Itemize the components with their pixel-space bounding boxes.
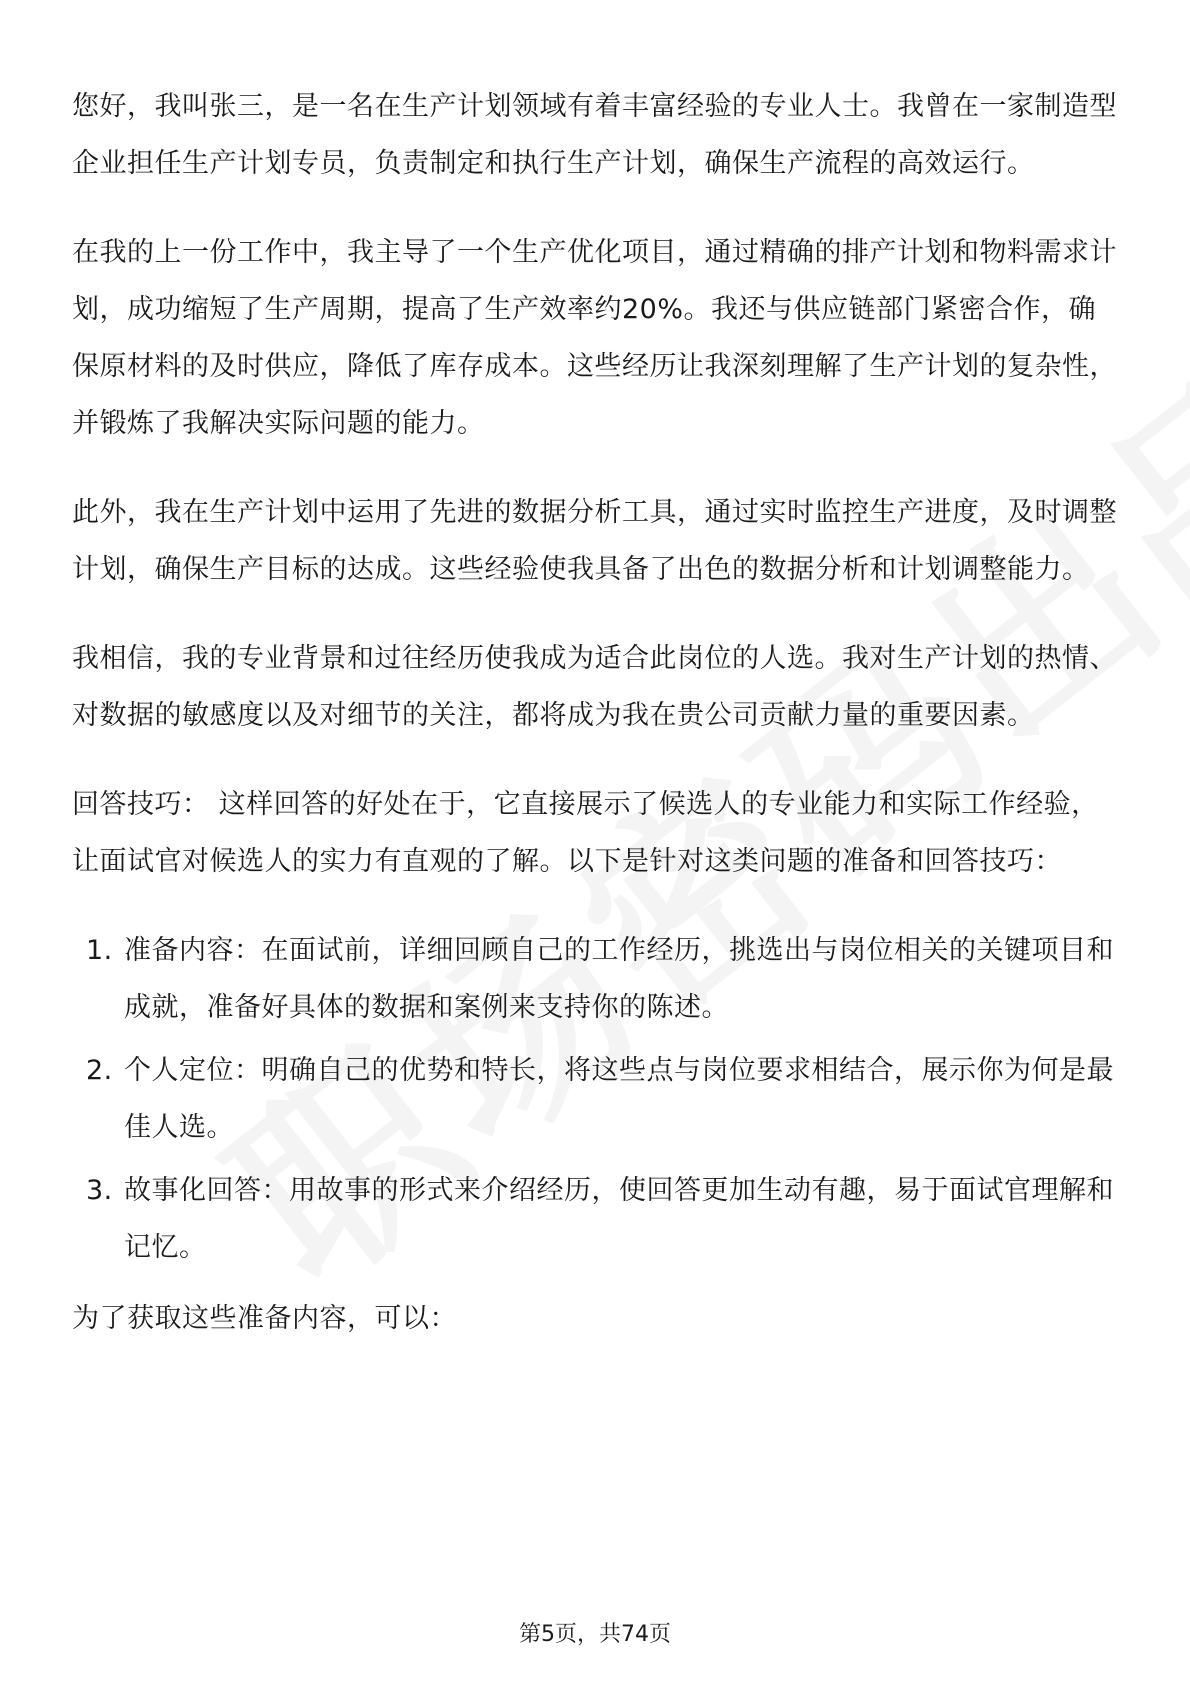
list-item-text: 故事化回答：用故事的形式来介绍经历，使回答更加生动有趣，易于面试官理解和记忆。 bbox=[124, 1175, 1114, 1263]
paragraph-closing: 为了获取这些准备内容，可以： bbox=[72, 1303, 457, 1334]
list-item-number: 2. bbox=[86, 1055, 113, 1086]
list-item-text: 准备内容：在面试前，详细回顾自己的工作经历，挑选出与岗位相关的关键项目和成就，准备好具体的数据和案例来支持你的陈述。 bbox=[124, 935, 1114, 1023]
paragraph-experience: 在我的上一份工作中，我主导了一个生产优化项目，通过精确的排产计划和物料需求计划，成功缩短了生产周期，提高了生产效率约20%。我还与供应链部门紧密合作，确保原材料的及时供应，降低了库存成本。这些经历让我深刻理解了生产计划的复杂性，并锻炼了我解决实际问题的能力。 bbox=[72, 237, 1117, 439]
list-item bbox=[72, 1162, 1118, 1276]
list-item-text: 个人定位：明确自己的优势和特长，将这些点与岗位要求相结合，展示你为何是最佳人选。 bbox=[124, 1055, 1114, 1143]
paragraph-conclusion: 我相信，我的专业背景和过往经历使我成为适合此岗位的人选。我对生产计划的热情、对数据的敏感度以及对细节的关注，都将成为我在贵公司贡献力量的重要因素。 bbox=[72, 643, 1117, 731]
list-item bbox=[72, 1042, 1118, 1156]
paragraph-data-analysis: 此外，我在生产计划中运用了先进的数据分析工具，通过实时监控生产进度，及时调整计划，确保生产目标的达成。这些经验使我具备了出色的数据分析和计划调整能力。 bbox=[72, 497, 1117, 585]
list-item-number: 1. bbox=[86, 935, 113, 966]
page-content bbox=[72, 78, 1118, 1379]
paragraph-answer-tips: 回答技巧： 这样回答的好处在于，它直接展示了候选人的专业能力和实际工作经验，让面试官对候选人的实力有直观的了解。以下是针对这类问题的准备和回答技巧： bbox=[72, 789, 1099, 877]
tips-list bbox=[72, 922, 1118, 1276]
list-item-number: 3. bbox=[86, 1175, 113, 1206]
list-item bbox=[72, 922, 1118, 1036]
paragraph-intro: 您好，我叫张三，是一名在生产计划领域有着丰富经验的专业人士。我曾在一家制造型企业担任生产计划专员，负责制定和执行生产计划，确保生产流程的高效运行。 bbox=[72, 91, 1117, 179]
page-number-footer: 第5页，共74页 bbox=[519, 1622, 671, 1647]
